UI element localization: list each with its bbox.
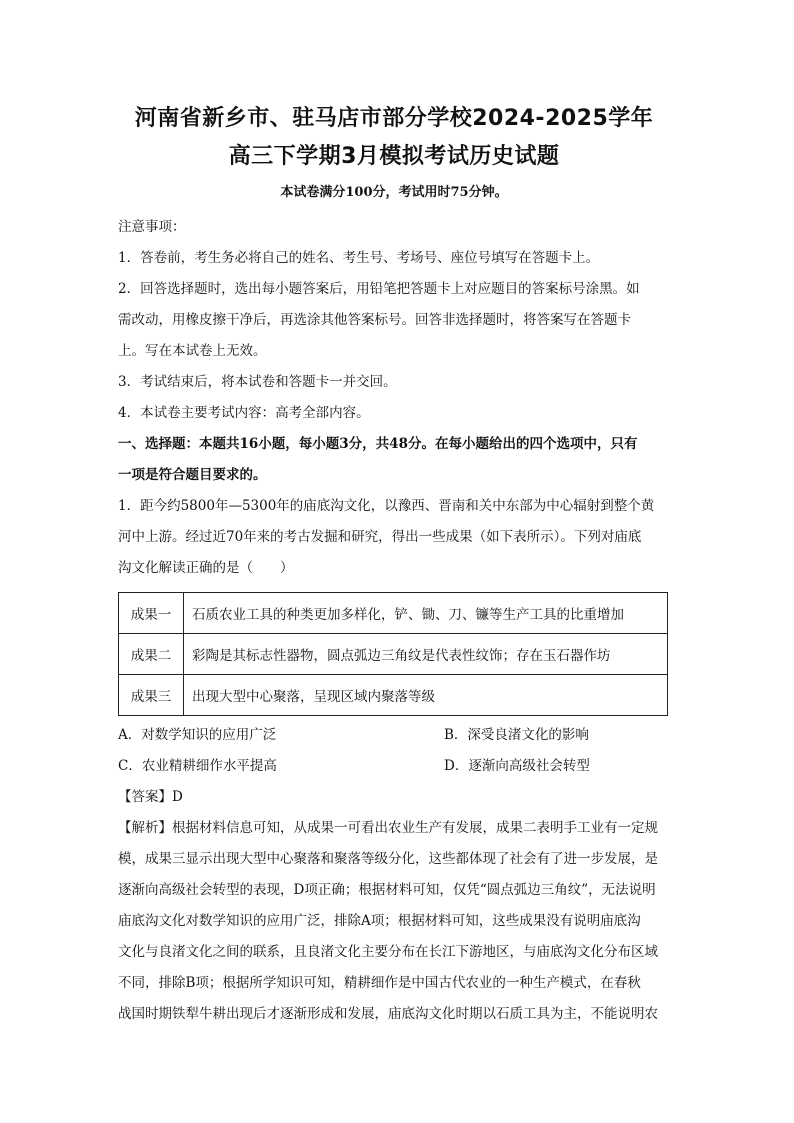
notes-item-2-line2: 需改动，用橡皮擦干净后，再选涂其他答案标号。回答非选择题时，将答案写在答题卡: [118, 312, 631, 328]
section-heading-line2: 一项是符合题目要求的。: [118, 467, 267, 483]
table-cell-content: 彩陶是其标志性器物，圆点弧边三角纹是代表性纹饰；存在玉石器作坊: [184, 634, 668, 675]
option-d: D．逐渐向高级社会转型: [444, 758, 590, 774]
notes-item-3: 3．考试结束后，将本试卷和答题卡一并交回。: [118, 374, 397, 390]
question-1-text-line3: 沟文化解读正确的是（ ）: [118, 560, 294, 576]
notes-item-2-line3: 上。写在本试卷上无效。: [118, 343, 267, 359]
option-a: A．对数学知识的应用广泛: [118, 727, 277, 743]
analysis-line1: 【解析】根据材料信息可知，从成果一可看出农业生产有发展，成果二表明手工业有一定规: [118, 820, 658, 836]
notes-heading: 注意事项：: [118, 219, 186, 235]
table-cell-label: 成果一: [119, 593, 184, 634]
notes-item-1: 1．答卷前，考生务必将自己的姓名、考生号、考场号、座位号填写在答题卡上。: [118, 250, 600, 266]
analysis-line2: 模，成果三显示出现大型中心聚落和聚落等级分化，这些都体现了社会有了进一步发展，是: [118, 851, 658, 867]
table-row: [119, 593, 668, 634]
option-b: B．深受良渚文化的影响: [444, 727, 589, 743]
notes-item-4: 4．本试卷主要考试内容：高考全部内容。: [118, 405, 370, 421]
notes-section: [118, 212, 670, 429]
table-cell-content: 石质农业工具的种类更加多样化，铲、锄、刀、镰等生产工具的比重增加: [184, 593, 668, 634]
analysis-line7: 战国时期铁犁牛耕出现后才逐渐形成和发展，庙底沟文化时期以石质工具为主，不能说明农: [118, 1006, 658, 1022]
question-1-analysis: [118, 813, 670, 1030]
analysis-line5: 文化与良渚文化之间的联系，且良渚文化主要分布在长江下游地区，与庙底沟文化分布区域: [118, 944, 658, 960]
exam-title-line1: 河南省新乡市、驻马店市部分学校2024-2025学年: [134, 106, 654, 131]
question-1-text-line1: 1．距今约5800年—5300年的庙底沟文化，以豫西、晋南和关中东部为中心辐射到整个黄: [118, 498, 655, 514]
question-1-text-line2: 河中上游。经过近70年来的考古发掘和研究，得出一些成果（如下表所示）。下列对庙底: [118, 529, 642, 545]
results-table: [118, 592, 668, 716]
exam-title-line2: 高三下学期3月模拟考试历史试题: [228, 144, 560, 169]
exam-page: [118, 100, 670, 1030]
table-cell-content: 出现大型中心聚落，呈现区域内聚落等级: [184, 675, 668, 716]
question-1-options: [118, 720, 670, 782]
question-1-answer: 【答案】D: [118, 789, 183, 805]
analysis-line4: 庙底沟文化对数学知识的应用广泛，排除A项；根据材料可知，这些成果没有说明庙底沟: [118, 913, 641, 929]
question-1: [118, 491, 670, 1030]
exam-subtitle: 本试卷满分100分，考试用时75分钟。: [280, 185, 508, 200]
table-row: [119, 675, 668, 716]
section-heading: [118, 429, 670, 491]
notes-item-2-line1: 2．回答选择题时，选出每小题答案后，用铅笔把答题卡上对应题目的答案标号涂黑。如: [118, 281, 640, 297]
table-row: [119, 634, 668, 675]
analysis-line6: 不同，排除B项；根据所学知识可知，精耕细作是中国古代农业的一种生产模式，在春秋: [118, 975, 641, 991]
option-c: C．农业精耕细作水平提高: [118, 758, 277, 774]
analysis-line3: 逐渐向高级社会转型的表现，D项正确；根据材料可知，仅凭“圆点弧边三角纹”，无法说明: [118, 882, 656, 898]
section-heading-line1: 一、选择题：本题共16小题，每小题3分，共48分。在每小题给出的四个选项中，只有: [118, 436, 638, 452]
table-cell-label: 成果二: [119, 634, 184, 675]
table-cell-label: 成果三: [119, 675, 184, 716]
